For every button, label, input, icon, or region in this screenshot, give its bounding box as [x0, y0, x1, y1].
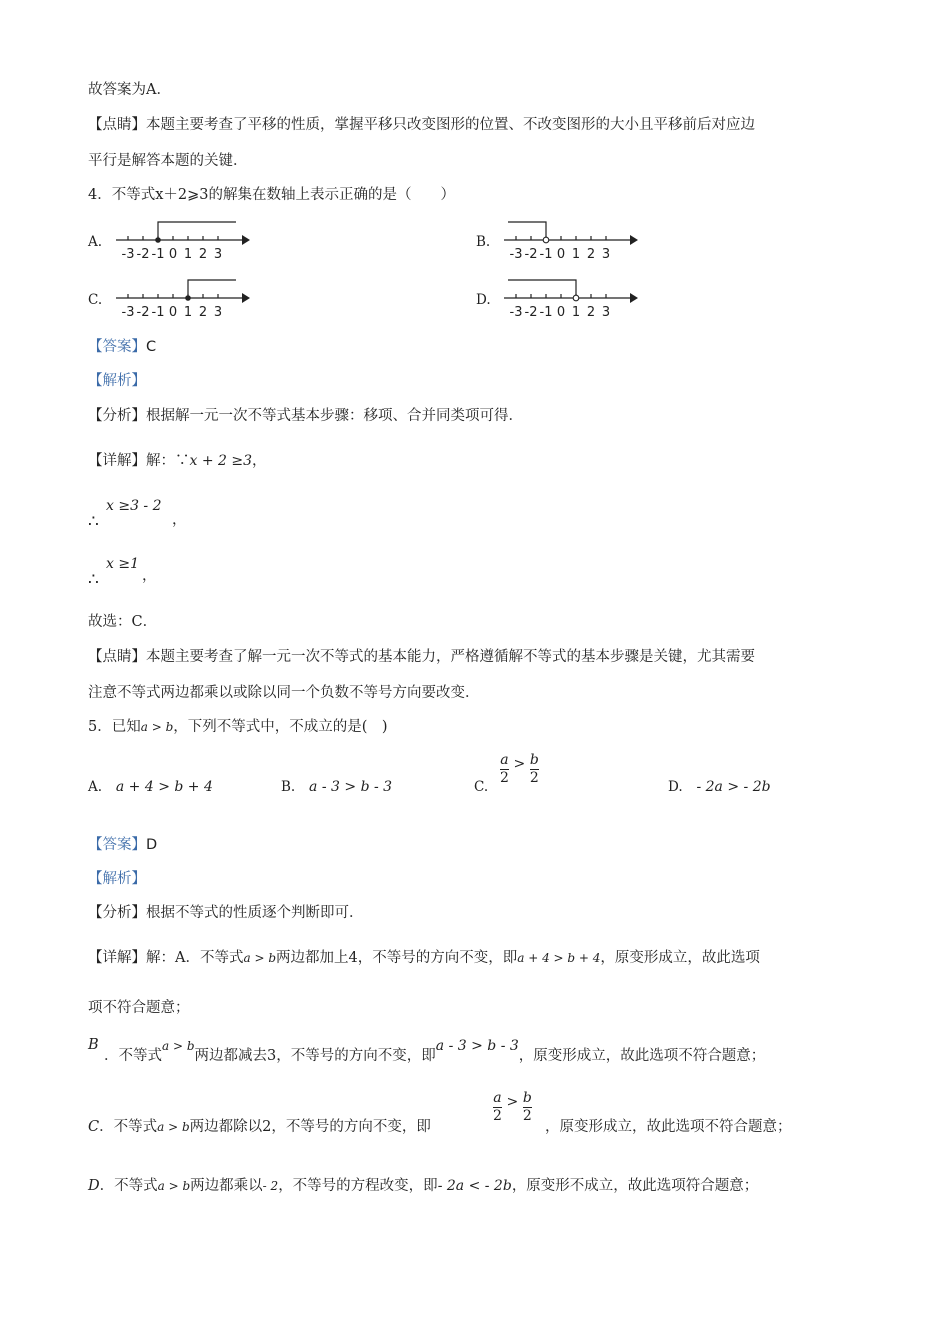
ticks — [516, 236, 606, 240]
closed-dot — [185, 295, 191, 301]
ticks — [516, 294, 606, 298]
step-1-comma: ， — [172, 512, 187, 528]
tick-label: 2 — [586, 247, 596, 262]
text-line: 平行是解答本题的关键． — [88, 153, 248, 169]
option-c-label: C. — [88, 292, 103, 308]
detail-prefix: 【详解】解：∵ — [88, 453, 190, 469]
fraction-a-over-2: $\frac{a}{2}$ — [493, 1090, 502, 1124]
tick-label: 1 — [571, 305, 581, 320]
question-4: 4．不等式x＋2⩾3的解集在数轴上表示正确的是（ ） — [88, 187, 456, 203]
answer-value: D — [146, 837, 158, 853]
tick-label: -2 — [136, 247, 150, 262]
axis-arrow — [630, 293, 638, 303]
tick-label: -1 — [151, 305, 165, 320]
solution-ray — [508, 222, 546, 237]
option-b-label: B. — [476, 234, 491, 250]
detail-5-a-cont: 项不符合题意； — [88, 1000, 190, 1016]
tick-label: -1 — [539, 305, 553, 320]
tick-label: 0 — [168, 305, 178, 320]
tick-label: 1 — [183, 305, 193, 320]
detail-5-c-cont: ，原变形成立，故此选项不符合题意； — [545, 1119, 792, 1135]
option-label: C. — [474, 779, 489, 795]
answer-value: C — [146, 339, 157, 355]
tick-label: -3 — [121, 305, 135, 320]
analysis-5: 【分析】根据不等式的性质逐个判断即可． — [88, 905, 364, 921]
number-line-b — [500, 218, 640, 264]
option-label: A. — [88, 779, 103, 795]
answer-tag: 【答案】 — [88, 339, 146, 355]
detail-5-a: 【详解】解：A．不等式a > b两边都加上4，不等号的方向不变，即a + 4 > b + 4，原变形成立，故此选项 — [88, 950, 760, 966]
closed-dot — [155, 237, 161, 243]
solution-ray — [508, 280, 576, 295]
detail-suffix: ， — [252, 453, 267, 469]
tick-label: -2 — [524, 247, 538, 262]
analysis-4: 【分析】根据解一元一次不等式基本步骤：移项、合并同类项可得． — [88, 408, 523, 424]
axis-arrow — [630, 235, 638, 245]
option-d-label: D. — [476, 292, 491, 308]
q5-option-c-label — [474, 777, 488, 797]
option-math: a + 4 > b + 4 — [115, 779, 213, 795]
detail-5-b: ．不等式$^{a > b}$两边都减去3，不等号的方向不变，即a - 3 > b - 3，原变形成立，故此选项不符合题意； — [104, 1038, 766, 1064]
math-expr: x + 2 ≥3 — [189, 453, 253, 469]
step-2 — [106, 554, 139, 574]
detail-5-c-fraction: $\frac{a}{2}$ > $\frac{b}{2}$ — [493, 1090, 532, 1124]
comment-4-line2: 注意不等式两边都乘以或除以同一个负数不等号方向要改变． — [88, 685, 480, 701]
math-expr: a > b — [140, 720, 174, 734]
answer-5 — [88, 835, 157, 855]
open-dot — [543, 237, 549, 243]
option-math: - 2a > - 2b — [696, 779, 771, 795]
tick-label: 2 — [586, 305, 596, 320]
ticks — [128, 236, 218, 240]
fraction-a-over-2: $\frac{a}{2}$ — [500, 752, 509, 786]
answer-4 — [88, 337, 156, 357]
question-prefix: 5．已知 — [88, 719, 141, 735]
tick-label: -1 — [151, 247, 165, 262]
option-label: B. — [281, 779, 296, 795]
solution-ray — [188, 280, 236, 298]
tick-label: 0 — [168, 247, 178, 262]
number-line-d — [500, 276, 640, 322]
text-line: 故答案为A． — [88, 82, 171, 98]
fraction-b-over-2: $\frac{b}{2}$ — [522, 1090, 532, 1124]
comment-4-line1: 【点睛】本题主要考查了解一元一次不等式的基本能力，严格遵循解不等式的基本步骤是关键，尤其需要 — [88, 649, 755, 665]
tick-label: 3 — [601, 305, 611, 320]
tick-label: 3 — [213, 247, 223, 262]
axis-arrow — [242, 293, 250, 303]
option-math: a - 3 > b - 3 — [309, 779, 393, 795]
math-expr: x ≥3 - 2 — [106, 498, 162, 514]
tick-label: 1 — [571, 247, 581, 262]
open-dot — [573, 295, 579, 301]
number-line-c — [112, 276, 252, 322]
tick-label: 2 — [198, 247, 208, 262]
option-label: D. — [668, 779, 683, 795]
tick-label: 0 — [556, 247, 566, 262]
solution-ray — [158, 222, 236, 240]
analysis-tag-4: 【解析】 — [88, 373, 146, 389]
step-2-comma: ， — [142, 568, 157, 584]
therefore-symbol: ∴ — [88, 570, 99, 590]
q5-option-a — [88, 777, 213, 797]
detail-4 — [88, 451, 267, 471]
therefore-symbol: ∴ — [88, 512, 99, 532]
q5-option-c-math: $\frac{a}{2}$ > $\frac{b}{2}$ — [500, 752, 539, 786]
tick-label: 3 — [213, 305, 223, 320]
detail-5-c: C．不等式a > b两边都除以2，不等号的方向不变，即 — [88, 1119, 431, 1135]
detail-5-d: D．不等式a > b两边都乘以- 2，不等号的方程改变，即- 2a < - 2b，原变形不成立，故此选项符合题意； — [88, 1178, 759, 1194]
ticks — [128, 294, 218, 298]
tick-label: -3 — [509, 247, 523, 262]
answer-tag: 【答案】 — [88, 837, 146, 853]
tick-label: 3 — [601, 247, 611, 262]
tick-label: -2 — [136, 305, 150, 320]
question-suffix: ，下列不等式中，不成立的是( ) — [173, 719, 388, 735]
option-a-label: A. — [88, 234, 103, 250]
tick-label: -3 — [121, 247, 135, 262]
tick-label: 0 — [556, 305, 566, 320]
question-5 — [88, 717, 388, 737]
text-line: 【点睛】本题主要考查了平移的性质，掌握平移只改变图形的位置、不改变图形的大小且平移前后对应边 — [88, 117, 755, 133]
fraction-b-over-2: $\frac{b}{2}$ — [529, 752, 539, 786]
step-1 — [106, 496, 162, 516]
tick-label: -2 — [524, 305, 538, 320]
tick-label: 1 — [183, 247, 193, 262]
detail-5-b-label: B — [88, 1037, 99, 1053]
tick-label: 2 — [198, 305, 208, 320]
tick-label: -3 — [509, 305, 523, 320]
q5-option-b — [281, 777, 392, 797]
tick-label: -1 — [539, 247, 553, 262]
math-expr: x ≥1 — [106, 556, 139, 572]
number-line-a — [112, 218, 252, 264]
axis-arrow — [242, 235, 250, 245]
analysis-tag-5: 【解析】 — [88, 871, 146, 887]
conclusion-4: 故选：C． — [88, 614, 158, 630]
q5-option-d — [668, 777, 771, 797]
